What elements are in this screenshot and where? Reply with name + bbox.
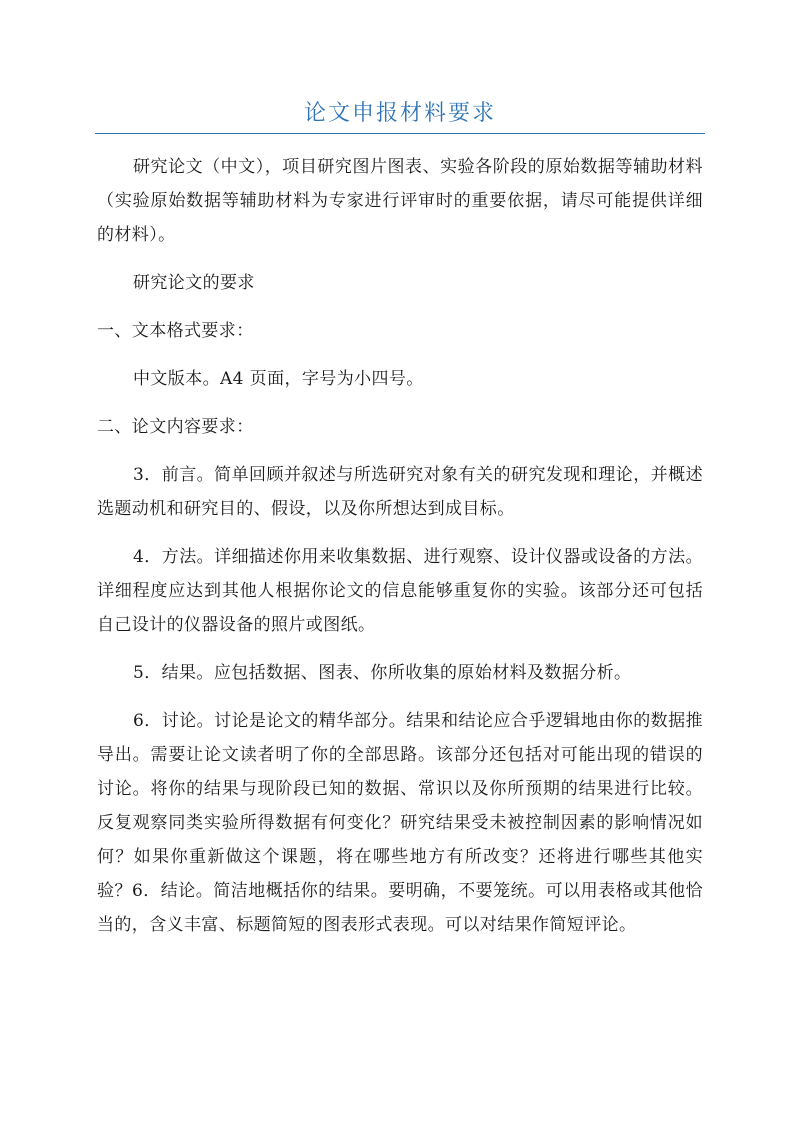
section-heading-format: 一、文本格式要求：	[97, 321, 254, 341]
intro-paragraph: 研究论文（中文），项目研究图片图表、实验各阶段的原始数据等辅助材料（实验原始数据等辅助材料为专家进行评审时的重要依据，请尽可能提供详细的材料）。	[97, 157, 703, 245]
requirements-subtitle: 研究论文的要求	[133, 273, 255, 293]
content-item-results: 5．结果。应包括数据、图表、你所收集的原始材料及数据分析。	[133, 663, 632, 683]
document-title: 论文申报材料要求	[303, 101, 496, 126]
content-item-preface: 3．前言。简单回顾并叙述与所选研究对象有关的研究发现和理论，并概述选题动机和研究目的、假设，以及你所想达到成目标。	[97, 465, 703, 519]
content-item-method: 4．方法。详细描述你用来收集数据、进行观察、设计仪器或设备的方法。详细程度应达到其他人根据你论文的信息能够重复你的实验。该部分还可包括自己设计的仪器设备的照片或图纸。	[97, 547, 703, 635]
document-body	[97, 150, 703, 956]
format-paragraph: 中文版本。A4 页面，字号为小四号。	[133, 369, 424, 389]
section-heading-content: 二、论文内容要求：	[97, 417, 254, 437]
content-item-discussion: 6．讨论。讨论是论文的精华部分。结果和结论应合乎逻辑地由你的数据推导出。需要让论文读者明了你的全部思路。该部分还包括对可能出现的错误的讨论。将你的结果与现阶段已知的数据、常识以及你所预期的结果进行比较。反复观察同类实验所得数据有何变化？研究结果受未被控制因素的影响情况如何？如果你重新做这个课题，将在哪些地方有所改变？还将进行哪些其他实验？6．结论。简洁地概括你的结果。要明确，不要笼统。可以用表格或其他恰当的，含义丰富、标题简短的图表形式表现。可以对结果作简短评论。	[97, 711, 703, 935]
title-underline	[95, 133, 705, 134]
